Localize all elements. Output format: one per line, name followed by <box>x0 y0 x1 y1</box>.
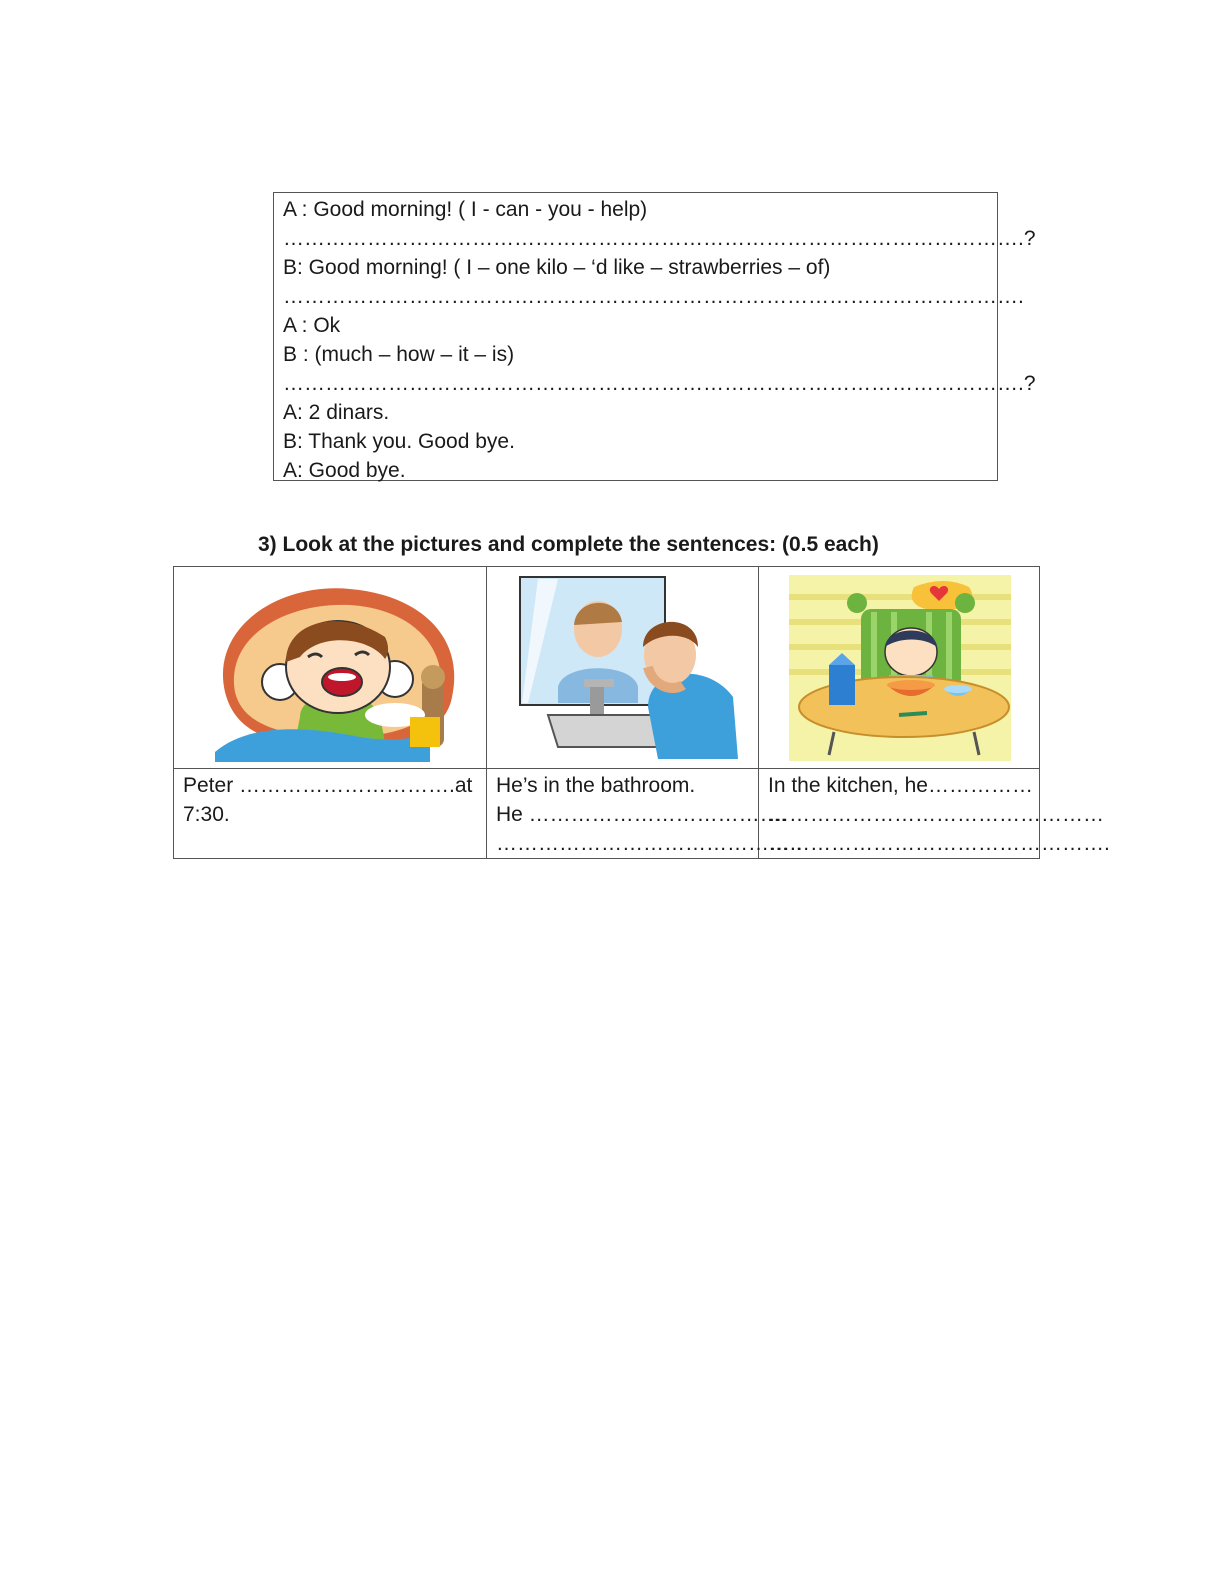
sentence-line: He’s in the bathroom. <box>496 774 696 797</box>
dialogue-box <box>273 192 1036 482</box>
sentence-line: 7:30. <box>183 803 230 826</box>
sentence-line[interactable]: …………………………………………. <box>768 832 1110 855</box>
sentence-cell[interactable] <box>174 769 487 859</box>
picture-cell <box>487 567 759 769</box>
dialogue-line: B: Thank you. Good bye. <box>283 430 515 453</box>
answer-blank[interactable]: …………………………………………………………………………………………….? <box>283 372 1036 395</box>
answer-blank[interactable]: ……………………………………………………………………………………………. <box>283 285 1024 308</box>
answer-blank[interactable]: …………………………………………………………………………………………….? <box>283 227 1036 250</box>
sentence-line[interactable]: Peter ………………………….at <box>183 774 473 797</box>
exercise-heading: 3) Look at the pictures and complete the sentences: (0.5 each) <box>258 533 879 556</box>
dialogue-line: A : Ok <box>283 314 341 337</box>
boy-washing-face-icon <box>498 567 748 767</box>
boy-waking-up-icon <box>190 567 470 767</box>
sentence-line[interactable]: He ………………………………. <box>496 803 787 826</box>
sentence-cell[interactable] <box>487 769 802 859</box>
dialogue-line: A : Good morning! ( I - can - you - help) <box>283 198 648 221</box>
dialogue-line: A: 2 dinars. <box>283 401 390 424</box>
sentence-line[interactable]: …………………………………….. <box>496 832 802 855</box>
sentence-line[interactable]: ………………………………………… <box>768 803 1104 826</box>
sentence-line[interactable]: In the kitchen, he…………… <box>768 774 1033 797</box>
picture-table <box>173 566 1110 859</box>
picture-cell <box>174 567 487 769</box>
picture-cell <box>759 567 1040 769</box>
boy-eating-breakfast-icon <box>779 567 1019 767</box>
dialogue-line: B : (much – how – it – is) <box>283 343 515 366</box>
dialogue-line: B: Good morning! ( I – one kilo – ‘d like – strawberries – of) <box>283 256 831 279</box>
dialogue-line: A: Good bye. <box>283 459 406 482</box>
sentence-cell[interactable] <box>759 769 1110 859</box>
